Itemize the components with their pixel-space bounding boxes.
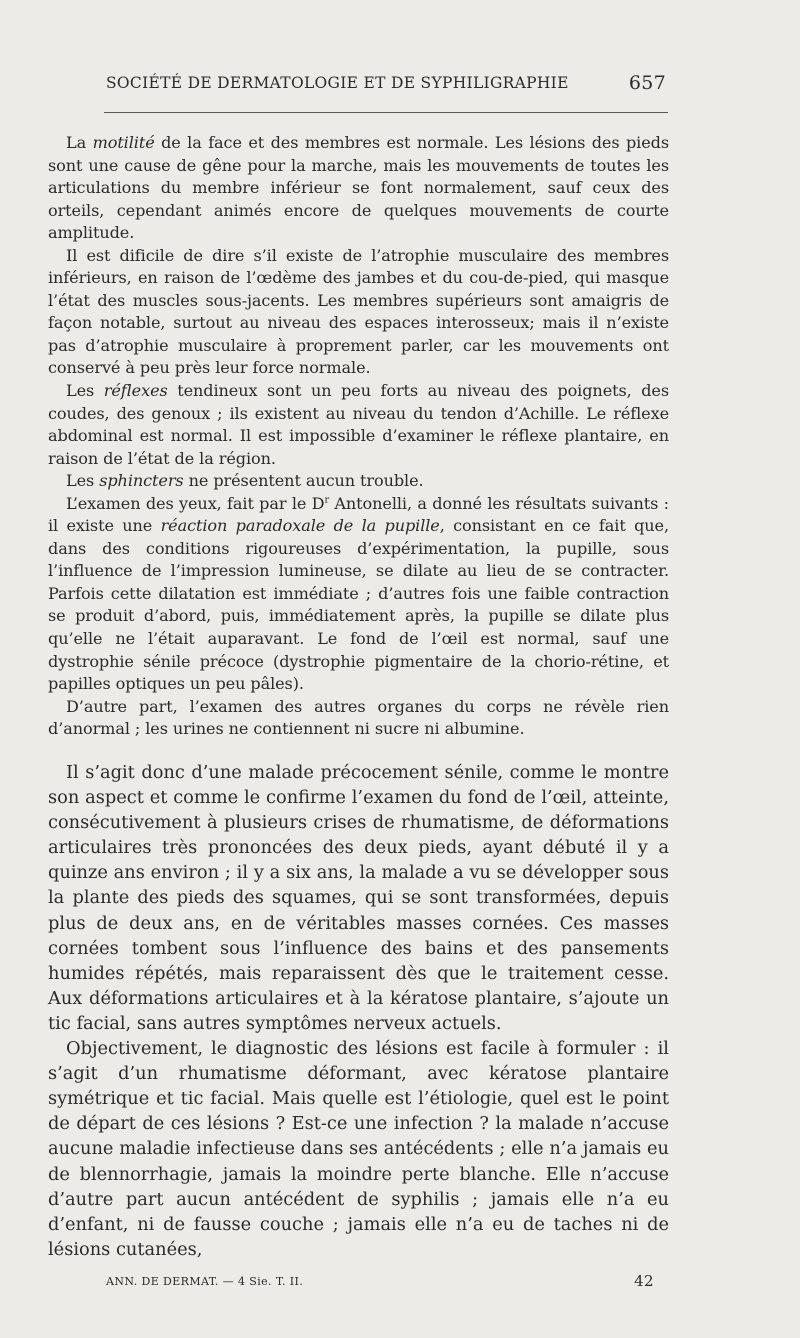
page-number: 657 (628, 72, 666, 94)
signature-mark: 42 (634, 1272, 654, 1290)
text-run: de la face et des membres est normale. Les lésions des pieds sont une cause de gêne pour la marche, mais les mouvements de toutes les articulations du membre inférieur se font normalement, sauf ceux des orteils, cependant animés encore de quelques mouvements de courte amplitude. (48, 133, 669, 243)
paragraph: Objectivement, le diagnostic des lésions est facile à formuler : il s’agit d’un rhumatisme déformant, avec kératose plantaire symétrique et tic facial. Mais quelle est l’étiologie, quel est le point de départ de ces lésions ? Est-ce une infection ? la malade n’accuse aucune maladie infectieuse dans ses antécédents ; elle n’a jamais eu de blennorrhagie, jamais la moindre perte blanche. Elle n’accuse d’autre part aucun antécédent de syphilis ; jamais elle n’a eu d’enfant, ni de fausse couche ; jamais elle n’a eu de taches ni de lésions cutanées, (48, 1038, 669, 1260)
paragraph (48, 493, 669, 696)
paragraph (48, 696, 669, 741)
clinical-findings-text (48, 132, 669, 741)
italic-term: sphincters (99, 471, 184, 491)
journal-reference: ANN. DE DERMAT. — 4 Sie. T. II. (106, 1275, 304, 1288)
paragraph: Il s’agit donc d’une malade précocement sénile, comme le montre son aspect et comme le confirme l’examen du fond de l’œil, atteinte, consécutivement à plusieurs crises de rhumatisme, de déformations articulaires très prononcées des deux pieds, ayant débuté il y a quinze ans environ ; il y a six ans, la malade a vu se développer sous la plante des pieds des squames, qui se sont transformées, depuis plus de deux ans, en de véritables masses cornées. Ces masses cornées tombent sous l’influence des bains et des pansements humides répétés, mais reparaissent dès que le traitement cesse. Aux déformations articulaires et à la kératose plantaire, s’ajoute un tic facial, sans autres symptômes nerveux actuels. (48, 762, 669, 1034)
italic-term: motilité (92, 133, 155, 152)
italic-term: réaction paradoxale de la pupille (160, 516, 440, 536)
running-title: SOCIÉTÉ DE DERMATOLOGIE ET DE SYPHILIGRAPHIE (106, 74, 569, 92)
text-run: ne présentent aucun trouble. (183, 471, 424, 491)
text-run: , consistant en ce fait que, dans des conditions rigoureuses d’expérimentation, la pupille, sous l’influence de l’impression lumineuse, se dilate au lieu de se contracter. Parfois cette dilatation est immédiate ; d’autres fois une faible contraction se produit d’abord, puis, immédiatement après, la pupille se dilate plus qu’elle ne l’était auparavant. Le fond de l’œil est normal, sauf une dystrophie sénile précoce (dystrophie pigmentaire de la chorio-rétine, et papilles optiques un peu pâles). (48, 516, 669, 694)
paragraph (48, 380, 669, 470)
paragraph (48, 245, 669, 380)
discussion-text (48, 760, 669, 1262)
text-run: L’examen des yeux, fait par le D (66, 493, 325, 513)
text-run: r (324, 494, 330, 506)
italic-term: réflexes (103, 381, 168, 401)
text-run: tendineux sont un peu forts au niveau des poignets, des coudes, des genoux ; ils existent au niveau du tendon d’Achille. Le réflexe abdominal est normal. Il est impossible d’examiner le réflexe plantaire, en raison de l’état de la région. (48, 381, 670, 468)
text-run: Les (66, 471, 100, 491)
header-rule (104, 112, 668, 113)
paragraph (48, 132, 669, 245)
text-run: Antonelli, a donné les résultats suivants : il existe une (48, 493, 669, 536)
text-run: Les (66, 381, 104, 401)
paragraph (48, 470, 669, 493)
text-run: La (66, 133, 93, 152)
text-run: Il est dificile de dire s’il existe de l’atrophie musculaire des membres inférieurs, en raison de l’œdème des jambes et du cou-de-pied, qui masque l’état des muscles sous-jacents. Les membres supérieurs sont amaigris de façon notable, surtout au niveau des espaces interosseux; mais il n’existe pas d’atrophie musculaire à proprement parler, car les mouvements ont conservé à peu près leur force normale. (48, 245, 669, 378)
text-run: D’autre part, l’examen des autres organes du corps ne révèle rien d’anormal ; les urines ne contiennent ni sucre ni albumine. (48, 696, 669, 739)
